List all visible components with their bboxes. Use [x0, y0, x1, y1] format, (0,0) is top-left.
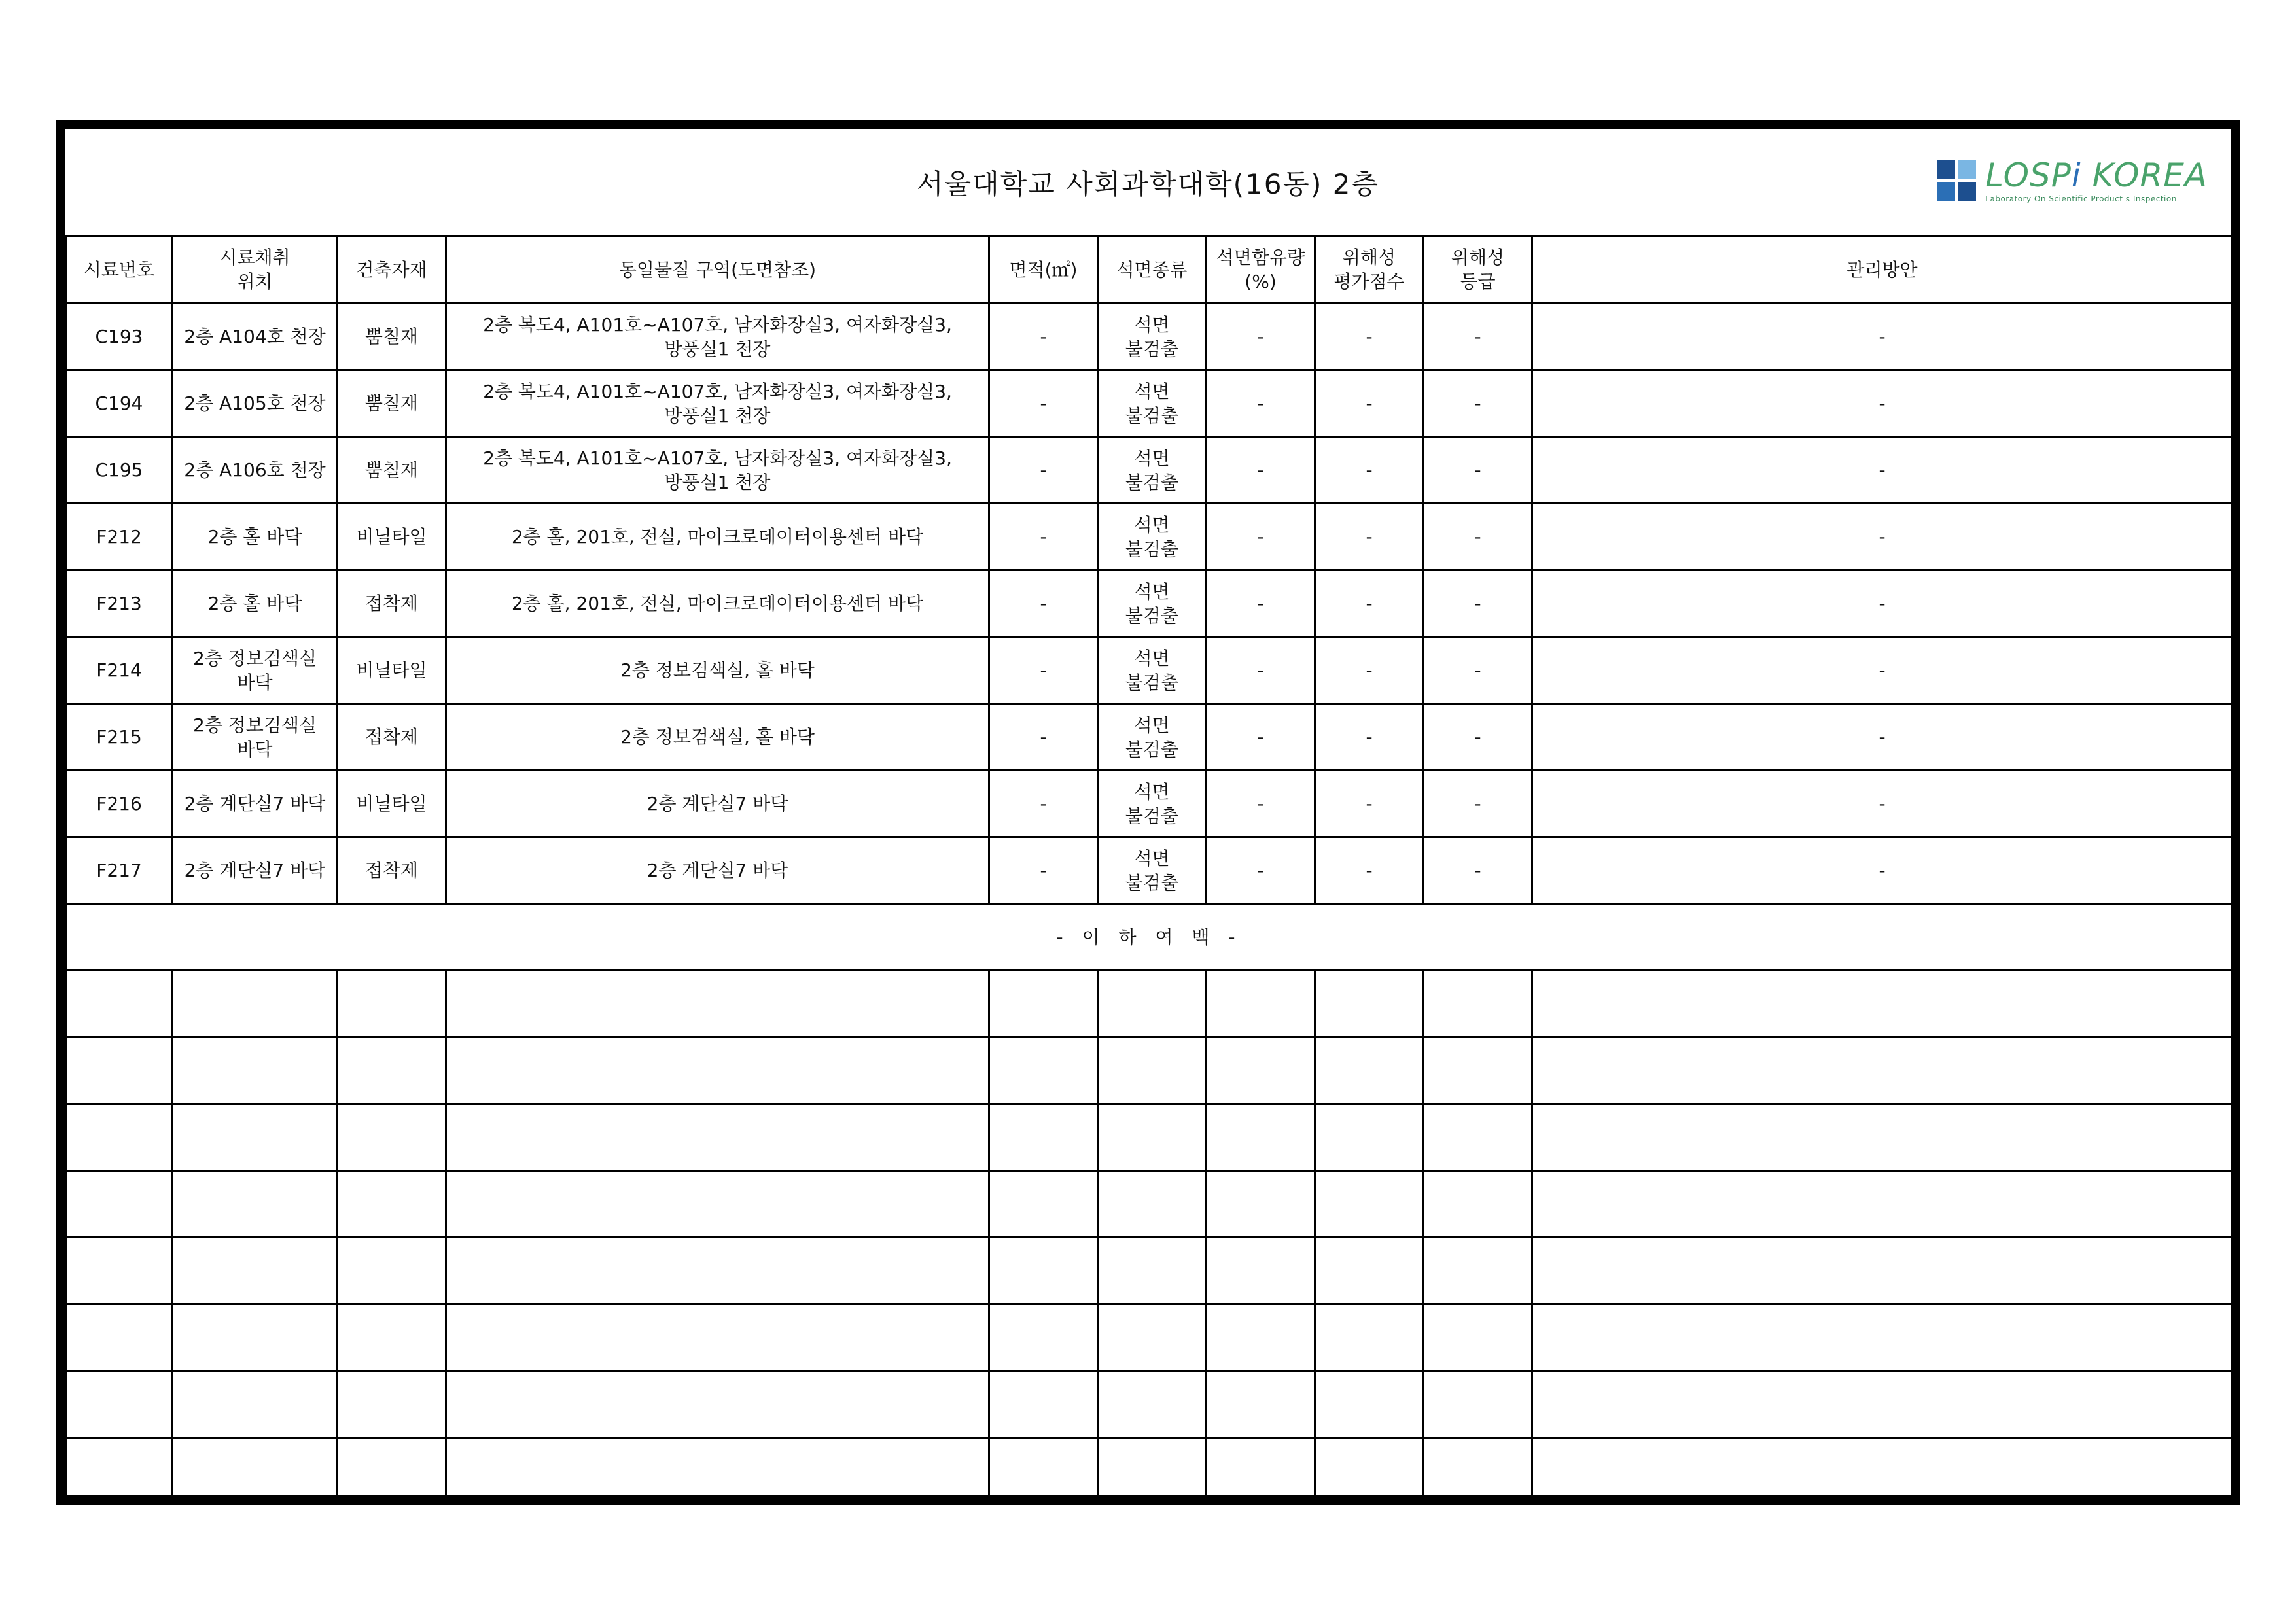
cell-asbestos-content: -	[1207, 570, 1315, 637]
empty-cell	[446, 1438, 989, 1505]
cell-sample-location: 2층 정보검색실 바닥	[173, 704, 338, 771]
page-title: 서울대학교 사회과학대학(16동) 2층	[916, 168, 1380, 200]
cell-sample-location: 2층 계단실7 바닥	[173, 771, 338, 837]
cell-asbestos-type: 석면 불검출	[1098, 837, 1207, 904]
empty-cell	[989, 971, 1098, 1038]
empty-cell	[989, 1171, 1098, 1238]
empty-cell	[989, 1104, 1098, 1171]
cell-area: -	[989, 370, 1098, 437]
empty-cell	[338, 1104, 446, 1171]
cell-area: -	[989, 704, 1098, 771]
table-row	[66, 370, 2233, 437]
cell-management-plan: -	[1532, 304, 2233, 370]
cell-area: -	[989, 637, 1098, 704]
table-row	[66, 771, 2233, 837]
asbestos-survey-table	[65, 235, 2233, 1505]
table-row	[66, 304, 2233, 370]
cell-risk-score: -	[1315, 504, 1424, 570]
empty-cell	[66, 1104, 173, 1171]
table-row	[66, 504, 2233, 570]
cell-asbestos-content: -	[1207, 704, 1315, 771]
cell-risk-score: -	[1315, 304, 1424, 370]
table-row	[66, 570, 2233, 637]
empty-cell	[173, 1371, 338, 1438]
header-building-material: 건축자재	[338, 236, 446, 304]
empty-cell	[1424, 1171, 1532, 1238]
title-bar	[65, 129, 2231, 237]
cell-management-plan: -	[1532, 570, 2233, 637]
cell-same-material-area: 2층 정보검색실, 홀 바닥	[446, 704, 989, 771]
empty-cell	[1532, 1371, 2233, 1438]
empty-row	[66, 1171, 2233, 1238]
empty-cell	[338, 1371, 446, 1438]
header-risk-score: 위해성 평가점수	[1315, 236, 1424, 304]
cell-same-material-area: 2층 정보검색실, 홀 바닥	[446, 637, 989, 704]
empty-cell	[989, 1038, 1098, 1104]
empty-cell	[66, 1038, 173, 1104]
empty-cell	[1098, 1371, 1207, 1438]
cell-sample-no: F214	[66, 637, 173, 704]
empty-cell	[446, 1238, 989, 1304]
cell-asbestos-content: -	[1207, 504, 1315, 570]
cell-sample-no: F217	[66, 837, 173, 904]
header-risk-grade: 위해성 등급	[1424, 236, 1532, 304]
header-asbestos-content: 석면함유량 (%)	[1207, 236, 1315, 304]
empty-cell	[173, 1238, 338, 1304]
cell-building-material: 뿜칠재	[338, 437, 446, 504]
cell-building-material: 비닐타일	[338, 504, 446, 570]
blank-note: - 이 하 여 백 -	[66, 904, 2233, 971]
cell-asbestos-type: 석면 불검출	[1098, 570, 1207, 637]
empty-cell	[173, 1038, 338, 1104]
cell-same-material-area: 2층 홀, 201호, 전실, 마이크로데이터이용센터 바닥	[446, 504, 989, 570]
header-sample-no: 시료번호	[66, 236, 173, 304]
empty-cell	[989, 1438, 1098, 1505]
cell-sample-location: 2층 계단실7 바닥	[173, 837, 338, 904]
cell-area: -	[989, 570, 1098, 637]
empty-cell	[1424, 1104, 1532, 1171]
empty-row	[66, 971, 2233, 1038]
header-row	[66, 236, 2233, 304]
cell-asbestos-type: 석면 불검출	[1098, 637, 1207, 704]
cell-risk-score: -	[1315, 837, 1424, 904]
empty-cell	[1315, 1371, 1424, 1438]
empty-cell	[1207, 1438, 1315, 1505]
cell-asbestos-type: 석면 불검출	[1098, 304, 1207, 370]
lospi-korea-logo	[1937, 156, 2208, 203]
cell-risk-score: -	[1315, 637, 1424, 704]
empty-cell	[1207, 1371, 1315, 1438]
cell-sample-no: C193	[66, 304, 173, 370]
empty-cell	[66, 1171, 173, 1238]
empty-cell	[1098, 1171, 1207, 1238]
cell-risk-score: -	[1315, 570, 1424, 637]
cell-same-material-area: 2층 복도4, A101호~A107호, 남자화장실3, 여자화장실3, 방풍실1 천장	[446, 370, 989, 437]
empty-cell	[338, 1171, 446, 1238]
table-row	[66, 837, 2233, 904]
logo-name: LOSPi KOREA	[1985, 156, 2208, 194]
header-management-plan: 관리방안	[1532, 236, 2233, 304]
empty-cell	[1098, 1438, 1207, 1505]
empty-row	[66, 1304, 2233, 1371]
empty-cell	[446, 1371, 989, 1438]
cell-sample-location: 2층 A105호 천장	[173, 370, 338, 437]
cell-area: -	[989, 437, 1098, 504]
empty-cell	[173, 1438, 338, 1505]
cell-asbestos-type: 석면 불검출	[1098, 771, 1207, 837]
empty-cell	[1532, 1104, 2233, 1171]
empty-cell	[1098, 971, 1207, 1038]
empty-row	[66, 1038, 2233, 1104]
cell-management-plan: -	[1532, 704, 2233, 771]
empty-cell	[1424, 971, 1532, 1038]
empty-cell	[1315, 1438, 1424, 1505]
cell-same-material-area: 2층 복도4, A101호~A107호, 남자화장실3, 여자화장실3, 방풍실1 천장	[446, 437, 989, 504]
empty-cell	[1207, 1038, 1315, 1104]
cell-risk-grade: -	[1424, 771, 1532, 837]
cell-building-material: 접착제	[338, 570, 446, 637]
table-row	[66, 637, 2233, 704]
empty-cell	[1098, 1038, 1207, 1104]
cell-asbestos-type: 석면 불검출	[1098, 704, 1207, 771]
cell-asbestos-type: 석면 불검출	[1098, 437, 1207, 504]
empty-cell	[1424, 1438, 1532, 1505]
table-row	[66, 704, 2233, 771]
empty-cell	[1207, 1171, 1315, 1238]
cell-same-material-area: 2층 계단실7 바닥	[446, 837, 989, 904]
empty-cell	[989, 1371, 1098, 1438]
empty-cell	[446, 1104, 989, 1171]
empty-cell	[1532, 1304, 2233, 1371]
cell-management-plan: -	[1532, 370, 2233, 437]
empty-cell	[1532, 1238, 2233, 1304]
cell-sample-location: 2층 홀 바닥	[173, 570, 338, 637]
empty-cell	[1532, 1171, 2233, 1238]
cell-sample-no: F213	[66, 570, 173, 637]
cell-same-material-area: 2층 홀, 201호, 전실, 마이크로데이터이용센터 바닥	[446, 570, 989, 637]
cell-risk-score: -	[1315, 437, 1424, 504]
header-same-material-area: 동일물질 구역(도면참조)	[446, 236, 989, 304]
empty-cell	[989, 1304, 1098, 1371]
empty-cell	[66, 1371, 173, 1438]
cell-sample-location: 2층 정보검색실 바닥	[173, 637, 338, 704]
cell-sample-no: F216	[66, 771, 173, 837]
cell-risk-grade: -	[1424, 837, 1532, 904]
empty-cell	[989, 1238, 1098, 1304]
empty-cell	[173, 1104, 338, 1171]
empty-cell	[338, 1038, 446, 1104]
header-area: 면적(㎡)	[989, 236, 1098, 304]
empty-cell	[1207, 1238, 1315, 1304]
cell-risk-grade: -	[1424, 570, 1532, 637]
cell-risk-grade: -	[1424, 304, 1532, 370]
cell-asbestos-type: 석면 불검출	[1098, 504, 1207, 570]
empty-cell	[1424, 1304, 1532, 1371]
empty-cell	[1315, 1104, 1424, 1171]
cell-area: -	[989, 837, 1098, 904]
cell-asbestos-content: -	[1207, 370, 1315, 437]
cell-asbestos-content: -	[1207, 437, 1315, 504]
cell-risk-grade: -	[1424, 504, 1532, 570]
cell-building-material: 접착제	[338, 704, 446, 771]
empty-cell	[1532, 1038, 2233, 1104]
cell-building-material: 접착제	[338, 837, 446, 904]
cell-area: -	[989, 771, 1098, 837]
cell-risk-grade: -	[1424, 637, 1532, 704]
empty-cell	[446, 1171, 989, 1238]
cell-asbestos-content: -	[1207, 637, 1315, 704]
cell-sample-location: 2층 A104호 천장	[173, 304, 338, 370]
empty-cell	[338, 971, 446, 1038]
cell-management-plan: -	[1532, 771, 2233, 837]
header-sample-location: 시료채취 위치	[173, 236, 338, 304]
empty-cell	[66, 1304, 173, 1371]
empty-cell	[1315, 1238, 1424, 1304]
empty-cell	[1424, 1238, 1532, 1304]
cell-area: -	[989, 504, 1098, 570]
cell-sample-no: F212	[66, 504, 173, 570]
cell-building-material: 비닐타일	[338, 771, 446, 837]
empty-cell	[338, 1304, 446, 1371]
cell-asbestos-content: -	[1207, 304, 1315, 370]
table-row	[66, 437, 2233, 504]
empty-cell	[66, 971, 173, 1038]
logo-tagline: Laboratory On Scientific Product s Inspection	[1985, 194, 2177, 203]
empty-cell	[173, 1171, 338, 1238]
empty-cell	[338, 1438, 446, 1505]
empty-cell	[1098, 1238, 1207, 1304]
empty-cell	[1532, 1438, 2233, 1505]
blank-note-row	[66, 904, 2233, 971]
empty-cell	[1315, 971, 1424, 1038]
cell-management-plan: -	[1532, 504, 2233, 570]
empty-cell	[1424, 1371, 1532, 1438]
cell-asbestos-content: -	[1207, 837, 1315, 904]
cell-building-material: 뿜칠재	[338, 304, 446, 370]
logo-squares-icon	[1937, 160, 1977, 202]
cell-sample-location: 2층 A106호 천장	[173, 437, 338, 504]
cell-asbestos-content: -	[1207, 771, 1315, 837]
cell-building-material: 비닐타일	[338, 637, 446, 704]
empty-cell	[1207, 1304, 1315, 1371]
cell-management-plan: -	[1532, 437, 2233, 504]
empty-cell	[1207, 1104, 1315, 1171]
cell-risk-grade: -	[1424, 437, 1532, 504]
cell-asbestos-type: 석면 불검출	[1098, 370, 1207, 437]
empty-cell	[1098, 1104, 1207, 1171]
empty-row	[66, 1371, 2233, 1438]
cell-risk-score: -	[1315, 704, 1424, 771]
cell-same-material-area: 2층 계단실7 바닥	[446, 771, 989, 837]
document-frame	[56, 120, 2240, 1505]
empty-cell	[1532, 971, 2233, 1038]
cell-area: -	[989, 304, 1098, 370]
empty-cell	[1315, 1304, 1424, 1371]
cell-risk-grade: -	[1424, 370, 1532, 437]
cell-sample-no: F215	[66, 704, 173, 771]
empty-cell	[1424, 1038, 1532, 1104]
cell-management-plan: -	[1532, 837, 2233, 904]
cell-building-material: 뿜칠재	[338, 370, 446, 437]
cell-sample-location: 2층 홀 바닥	[173, 504, 338, 570]
empty-row	[66, 1104, 2233, 1171]
cell-same-material-area: 2층 복도4, A101호~A107호, 남자화장실3, 여자화장실3, 방풍실1 천장	[446, 304, 989, 370]
empty-row	[66, 1238, 2233, 1304]
cell-management-plan: -	[1532, 637, 2233, 704]
empty-cell	[66, 1438, 173, 1505]
empty-cell	[446, 1038, 989, 1104]
empty-cell	[338, 1238, 446, 1304]
cell-risk-grade: -	[1424, 704, 1532, 771]
empty-cell	[1315, 1038, 1424, 1104]
empty-cell	[1315, 1171, 1424, 1238]
empty-cell	[173, 1304, 338, 1371]
cell-risk-score: -	[1315, 370, 1424, 437]
header-asbestos-type: 석면종류	[1098, 236, 1207, 304]
empty-cell	[173, 971, 338, 1038]
cell-sample-no: C194	[66, 370, 173, 437]
empty-cell	[66, 1238, 173, 1304]
empty-cell	[446, 971, 989, 1038]
empty-row	[66, 1438, 2233, 1505]
empty-cell	[446, 1304, 989, 1371]
empty-cell	[1098, 1304, 1207, 1371]
cell-risk-score: -	[1315, 771, 1424, 837]
empty-cell	[1207, 971, 1315, 1038]
cell-sample-no: C195	[66, 437, 173, 504]
